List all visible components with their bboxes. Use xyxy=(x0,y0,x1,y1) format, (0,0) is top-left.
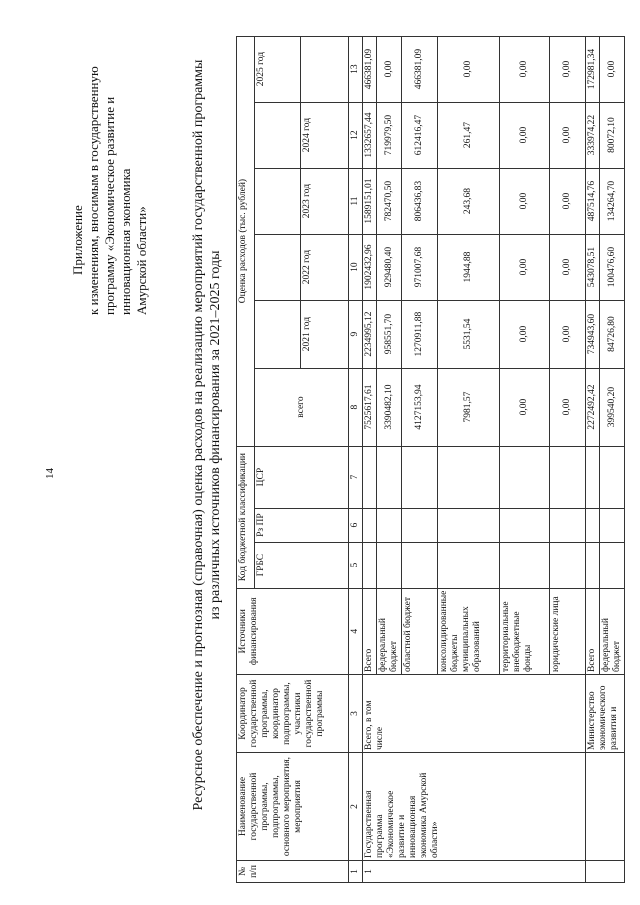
code-cell xyxy=(586,508,600,542)
heading-line: из различных источников финансирования за 2021–2025 годы xyxy=(208,250,223,620)
code-cell xyxy=(377,446,402,508)
code-cell xyxy=(550,446,586,508)
code-cell xyxy=(500,508,550,542)
value-cell: 487514,76 xyxy=(586,168,600,234)
table-row xyxy=(586,36,600,882)
header-year-2024: 2024 год xyxy=(301,102,349,168)
header-num: № п/п xyxy=(237,861,349,883)
code-cell xyxy=(438,446,500,508)
value-cell: 958551,70 xyxy=(377,300,402,368)
code-cell xyxy=(500,446,550,508)
code-cell xyxy=(438,542,500,588)
header-year-2023: 2023 год xyxy=(301,168,349,234)
header-year-spacer xyxy=(255,168,301,234)
header-year-2022: 2022 год xyxy=(301,234,349,300)
code-cell xyxy=(438,508,500,542)
header-year-2021: 2021 год xyxy=(301,300,349,368)
header-estimate: Оценка расходов (тыс. рублей) xyxy=(237,36,255,446)
index-cell: 11 xyxy=(349,168,363,234)
header-year-empty xyxy=(301,36,349,102)
value-cell: 84726,80 xyxy=(600,300,625,368)
value-cell: 80072,10 xyxy=(600,102,625,168)
code-cell xyxy=(600,542,625,588)
source-cell: областной бюджет xyxy=(402,588,438,674)
header-source: Источники финансирования xyxy=(237,588,349,674)
source-cell: юридические лица xyxy=(550,588,586,674)
code-cell xyxy=(586,542,600,588)
row-name-empty xyxy=(586,753,625,861)
code-cell xyxy=(600,508,625,542)
value-cell: 2272492,42 xyxy=(586,368,600,446)
index-cell: 12 xyxy=(349,102,363,168)
value-cell: 333974,22 xyxy=(586,102,600,168)
row-num-empty xyxy=(586,861,625,883)
row-name: Государственная программа «Экономическое развитие и инновационная экономика Амурской области» xyxy=(363,753,586,861)
value-cell: 929480,40 xyxy=(377,234,402,300)
code-cell xyxy=(377,542,402,588)
value-cell: 734943,60 xyxy=(586,300,600,368)
code-cell xyxy=(586,446,600,508)
value-cell: 1589151,01 xyxy=(363,168,377,234)
index-cell: 4 xyxy=(349,588,363,674)
value-cell: 4127153,94 xyxy=(402,368,438,446)
value-cell: 1944,88 xyxy=(438,234,500,300)
index-cell: 5 xyxy=(349,542,363,588)
value-cell: 0,00 xyxy=(550,300,586,368)
value-cell: 543078,51 xyxy=(586,234,600,300)
header-year-2025: 2025 год xyxy=(255,36,301,102)
value-cell: 806436,83 xyxy=(402,168,438,234)
header-total: всего xyxy=(255,368,349,446)
value-cell: 0,00 xyxy=(500,300,550,368)
document-heading xyxy=(190,0,224,875)
value-cell: 466381,09 xyxy=(402,36,438,102)
value-cell: 1332657,44 xyxy=(363,102,377,168)
value-cell: 719979,50 xyxy=(377,102,402,168)
value-cell: 3390482,10 xyxy=(377,368,402,446)
code-cell xyxy=(402,542,438,588)
header-year-spacer xyxy=(255,102,301,168)
table-row xyxy=(363,36,377,882)
row-coordinator: Министерство экономического развития и xyxy=(586,675,625,753)
value-cell: 0,00 xyxy=(377,36,402,102)
header-csr: ЦСР xyxy=(255,446,349,508)
header-year-spacer xyxy=(255,300,301,368)
value-cell: 782470,50 xyxy=(377,168,402,234)
value-cell: 0,00 xyxy=(500,102,550,168)
code-cell xyxy=(402,508,438,542)
value-cell: 0,00 xyxy=(438,36,500,102)
value-cell: 134264,70 xyxy=(600,168,625,234)
code-cell xyxy=(600,446,625,508)
value-cell: 0,00 xyxy=(550,368,586,446)
code-cell xyxy=(363,508,377,542)
code-cell xyxy=(377,508,402,542)
value-cell: 261,47 xyxy=(438,102,500,168)
code-cell xyxy=(500,542,550,588)
code-cell xyxy=(363,542,377,588)
code-cell xyxy=(550,542,586,588)
header-grbs: ГРБС xyxy=(255,542,349,588)
header-year-spacer xyxy=(255,234,301,300)
value-cell: 243,68 xyxy=(438,168,500,234)
header-budget-code: Код бюджетной классификации xyxy=(237,446,255,588)
source-cell: федеральный бюджет xyxy=(600,588,625,674)
source-cell: Всего xyxy=(586,588,600,674)
index-cell: 1 xyxy=(349,861,363,883)
source-cell: федеральный бюджет xyxy=(377,588,402,674)
appendix-block xyxy=(70,15,150,315)
value-cell: 7525617,61 xyxy=(363,368,377,446)
value-cell: 0,00 xyxy=(500,36,550,102)
index-cell: 2 xyxy=(349,753,363,861)
value-cell: 100476,60 xyxy=(600,234,625,300)
code-cell xyxy=(550,508,586,542)
index-cell: 7 xyxy=(349,446,363,508)
code-cell xyxy=(402,446,438,508)
heading-line: Ресурсное обеспечение и прогнозная (справочная) оценка расходов на реализацию мероприятий государственной программы xyxy=(191,59,206,811)
index-cell: 13 xyxy=(349,36,363,102)
value-cell: 1270911,88 xyxy=(402,300,438,368)
value-cell: 172981,34 xyxy=(586,36,600,102)
value-cell: 0,00 xyxy=(500,168,550,234)
source-cell: Всего xyxy=(363,588,377,674)
appendix-title: Приложение xyxy=(70,205,85,275)
value-cell: 0,00 xyxy=(500,368,550,446)
resource-table xyxy=(236,36,625,883)
value-cell: 0,00 xyxy=(600,36,625,102)
header-name: Наименование государственной программы, подпрограммы, основного мероприятия, мероприятия xyxy=(237,753,349,861)
value-cell: 399540,20 xyxy=(600,368,625,446)
source-cell: территориальные внебюджетные фонды xyxy=(500,588,550,674)
value-cell: 612416,47 xyxy=(402,102,438,168)
appendix-line: программу «Экономическое развитие и xyxy=(102,96,117,315)
appendix-line: инновационная экономика xyxy=(118,168,133,315)
index-cell: 9 xyxy=(349,300,363,368)
index-cell: 3 xyxy=(349,675,363,753)
value-cell: 0,00 xyxy=(550,168,586,234)
appendix-line: к изменениям, вносимым в государственную xyxy=(86,66,101,315)
code-cell xyxy=(363,446,377,508)
value-cell: 0,00 xyxy=(550,102,586,168)
value-cell: 971007,68 xyxy=(402,234,438,300)
value-cell: 0,00 xyxy=(500,234,550,300)
row-coordinator: Всего, в том числе xyxy=(363,675,586,753)
index-cell: 6 xyxy=(349,508,363,542)
value-cell: 2234995,12 xyxy=(363,300,377,368)
appendix-line: Амурской области» xyxy=(134,206,149,315)
value-cell: 466381,09 xyxy=(363,36,377,102)
value-cell: 0,00 xyxy=(550,36,586,102)
index-cell: 8 xyxy=(349,368,363,446)
value-cell: 5531,54 xyxy=(438,300,500,368)
header-rzpr: Рз ПР xyxy=(255,508,349,542)
source-cell: консолидированные бюджеты муниципальных образований xyxy=(438,588,500,674)
row-num: 1 xyxy=(363,861,586,883)
header-coordinator: Координатор государственной программы, координатор подпрограммы, участники государственной программы xyxy=(237,675,349,753)
value-cell: 7981,57 xyxy=(438,368,500,446)
value-cell: 0,00 xyxy=(550,234,586,300)
value-cell: 1902432,96 xyxy=(363,234,377,300)
page-number: 14 xyxy=(44,468,56,479)
index-cell: 10 xyxy=(349,234,363,300)
